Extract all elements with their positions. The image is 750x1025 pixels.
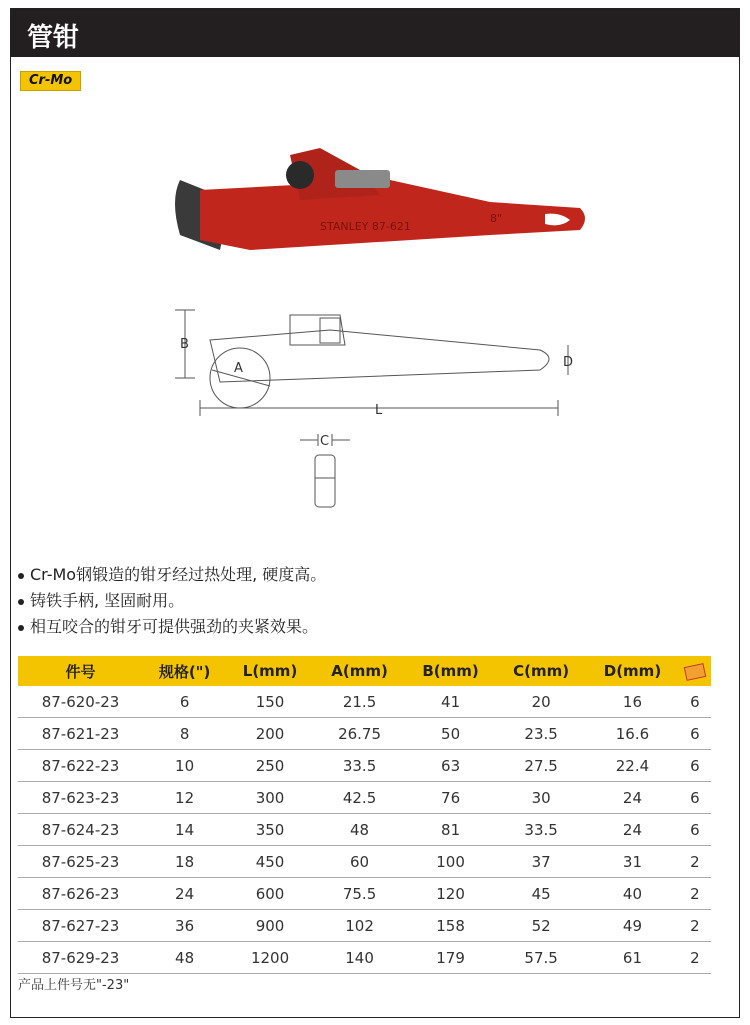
bullet-icon: [18, 573, 24, 579]
table-cell: 41: [405, 686, 496, 718]
table-cell: 24: [586, 814, 679, 846]
table-row: [18, 782, 711, 814]
table-cell: 20: [496, 686, 586, 718]
table-cell: 2: [679, 846, 711, 878]
page-title: 管钳: [27, 23, 80, 53]
table-cell: 50: [405, 718, 496, 750]
col-c: C(mm): [496, 656, 586, 686]
table-cell: 57.5: [496, 942, 586, 974]
bullet-icon: [18, 599, 24, 605]
table-cell: 48: [314, 814, 405, 846]
table-cell: 33.5: [496, 814, 586, 846]
table-cell: 18: [143, 846, 226, 878]
table-cell: 24: [586, 782, 679, 814]
table-cell: 16: [586, 686, 679, 718]
label-b: B: [180, 337, 189, 352]
table-cell: 140: [314, 942, 405, 974]
table-cell: 27.5: [496, 750, 586, 782]
photo-size-text: 8": [490, 212, 503, 225]
box-icon: [684, 663, 706, 681]
table-cell: 6: [679, 686, 711, 718]
table-cell: 2: [679, 910, 711, 942]
label-l: L: [375, 403, 383, 418]
table-cell: 63: [405, 750, 496, 782]
table-cell: 76: [405, 782, 496, 814]
table-cell: 24: [143, 878, 226, 910]
table-row: [18, 718, 711, 750]
footnote: 产品上件号无"-23": [18, 978, 130, 993]
photo-brand-text: STANLEY 87-621: [320, 220, 411, 233]
table-cell: 42.5: [314, 782, 405, 814]
table-cell: 6: [679, 782, 711, 814]
table-cell: 75.5: [314, 878, 405, 910]
feature-item: 铸铁手柄, 坚固耐用。: [18, 588, 326, 614]
table-header-row: [18, 656, 711, 686]
col-a: A(mm): [314, 656, 405, 686]
table-cell: 26.75: [314, 718, 405, 750]
material-badge: Cr-Mo: [20, 71, 81, 91]
table-cell: 6: [679, 718, 711, 750]
feature-list: [18, 562, 326, 640]
table-cell: 23.5: [496, 718, 586, 750]
spec-table: [18, 656, 711, 974]
table-cell: 61: [586, 942, 679, 974]
table-cell: 10: [143, 750, 226, 782]
table-cell: 22.4: [586, 750, 679, 782]
table-cell: 300: [226, 782, 314, 814]
table-row: [18, 878, 711, 910]
table-cell: 12: [143, 782, 226, 814]
table-row: [18, 814, 711, 846]
table-cell: 31: [586, 846, 679, 878]
table-cell: 450: [226, 846, 314, 878]
table-cell: 120: [405, 878, 496, 910]
table-row: [18, 750, 711, 782]
table-cell: 100: [405, 846, 496, 878]
table-cell: 52: [496, 910, 586, 942]
table-cell: 36: [143, 910, 226, 942]
table-cell: 900: [226, 910, 314, 942]
table-cell: 45: [496, 878, 586, 910]
table-cell: 87-620-23: [18, 686, 143, 718]
table-cell: 600: [226, 878, 314, 910]
table-cell: 87-624-23: [18, 814, 143, 846]
table-cell: 250: [226, 750, 314, 782]
table-cell: 49: [586, 910, 679, 942]
col-size: 规格("): [143, 656, 226, 686]
table-cell: 87-626-23: [18, 878, 143, 910]
col-b: B(mm): [405, 656, 496, 686]
table-cell: 87-623-23: [18, 782, 143, 814]
table-cell: 40: [586, 878, 679, 910]
table-cell: 81: [405, 814, 496, 846]
table-cell: 8: [143, 718, 226, 750]
table-cell: 48: [143, 942, 226, 974]
table-row: [18, 686, 711, 718]
table-cell: 200: [226, 718, 314, 750]
table-cell: 87-627-23: [18, 910, 143, 942]
table-cell: 350: [226, 814, 314, 846]
bullet-icon: [18, 625, 24, 631]
table-cell: 150: [226, 686, 314, 718]
table-cell: 87-622-23: [18, 750, 143, 782]
table-row: [18, 846, 711, 878]
table-cell: 21.5: [314, 686, 405, 718]
table-body: [18, 686, 711, 974]
table-cell: 33.5: [314, 750, 405, 782]
table-cell: 87-621-23: [18, 718, 143, 750]
section-view-drawing: [290, 430, 360, 515]
title-bar: [11, 9, 739, 57]
table-cell: 158: [405, 910, 496, 942]
feature-item: Cr-Mo钢锻造的钳牙经过热处理, 硬度高。: [18, 562, 326, 588]
table-row: [18, 942, 711, 974]
table-cell: 6: [679, 750, 711, 782]
table-cell: 60: [314, 846, 405, 878]
dimension-drawing: [170, 300, 590, 420]
label-c: C: [320, 434, 330, 449]
table-cell: 6: [143, 686, 226, 718]
label-a: A: [234, 361, 243, 376]
table-cell: 2: [679, 942, 711, 974]
col-pack: [679, 656, 711, 686]
table-cell: 6: [679, 814, 711, 846]
table-cell: 1200: [226, 942, 314, 974]
table-cell: 14: [143, 814, 226, 846]
table-cell: 30: [496, 782, 586, 814]
table-row: [18, 910, 711, 942]
label-d: D: [563, 355, 574, 370]
table-cell: 16.6: [586, 718, 679, 750]
pipe-wrench-photo: [160, 140, 590, 280]
table-cell: 37: [496, 846, 586, 878]
table-cell: 102: [314, 910, 405, 942]
col-l: L(mm): [226, 656, 314, 686]
table-cell: 87-629-23: [18, 942, 143, 974]
table-cell: 87-625-23: [18, 846, 143, 878]
feature-item: 相互咬合的钳牙可提供强劲的夹紧效果。: [18, 614, 326, 640]
table-cell: 2: [679, 878, 711, 910]
table-cell: 179: [405, 942, 496, 974]
col-part-no: 件号: [18, 656, 143, 686]
col-d: D(mm): [586, 656, 679, 686]
